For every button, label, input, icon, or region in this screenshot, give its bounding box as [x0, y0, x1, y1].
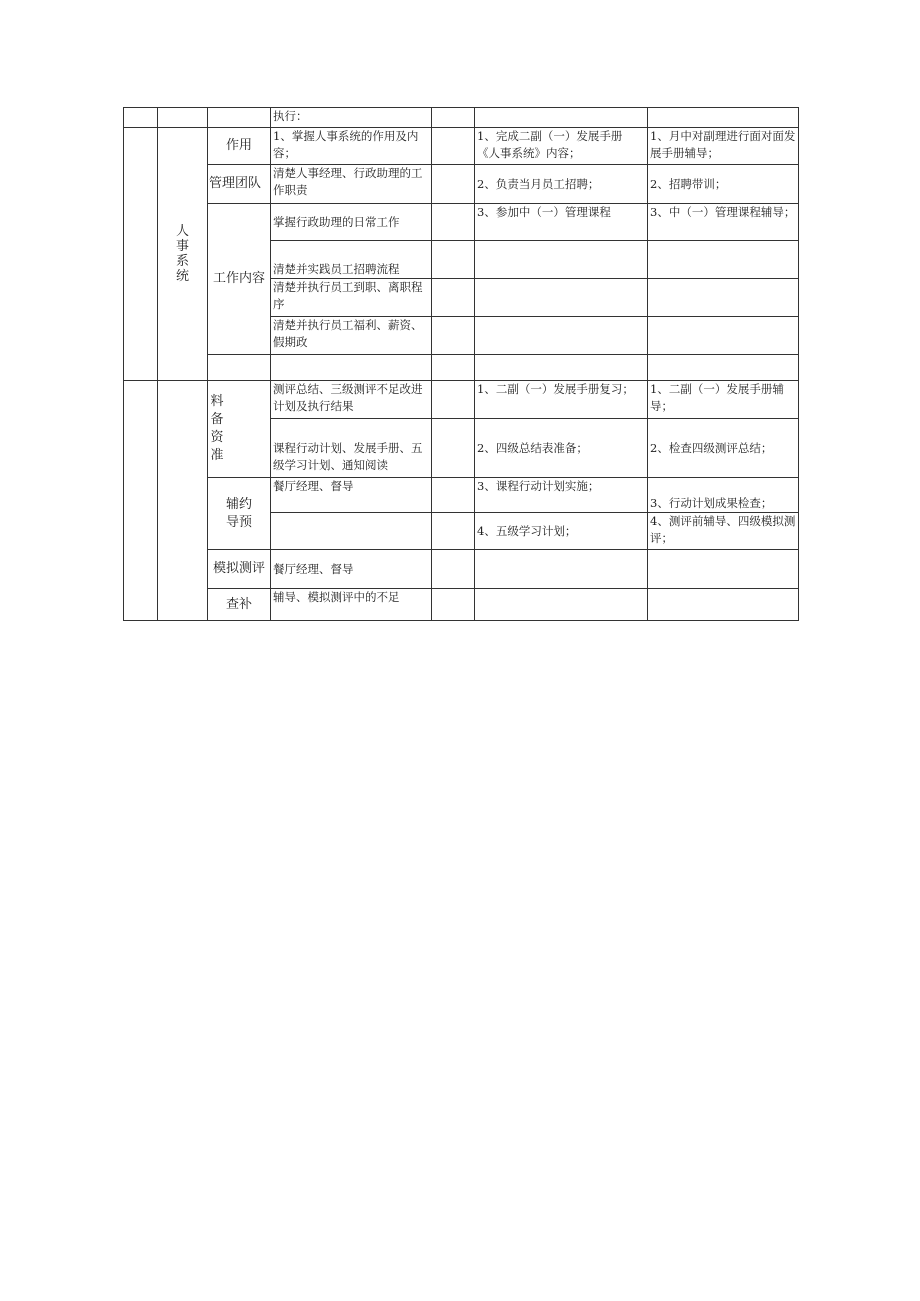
guide-cell: 2、招聘带训； [648, 165, 799, 204]
empty-cell [432, 128, 475, 165]
task-cell: 3、参加中（一）管理课程 [475, 204, 648, 241]
guide-cell: 1、二副（一）发展手册辅导； [648, 381, 799, 419]
empty-cell [432, 317, 475, 355]
empty-cell [648, 108, 799, 128]
content-cell: 清楚并执行员工福利、薪资、假期政 [271, 317, 432, 355]
empty-cell [432, 478, 475, 513]
system-label: 人事系统 [175, 224, 189, 284]
empty-cell [432, 108, 475, 128]
empty-cell [648, 589, 799, 621]
empty-cell [475, 589, 648, 621]
system-label-cell [158, 128, 208, 381]
table-row [124, 550, 799, 589]
empty-cell [432, 419, 475, 478]
task-cell: 2、负责当月员工招聘； [475, 165, 648, 204]
category-cell [208, 478, 271, 550]
table-row [124, 478, 799, 513]
content-cell: 清楚并执行员工到职、离职程序 [271, 279, 432, 317]
empty-cell [432, 355, 475, 381]
content-cell: 辅导、模拟测评中的不足 [271, 589, 432, 621]
category-cell: 管理团队 [208, 165, 271, 204]
table-row [124, 355, 799, 381]
task-cell: 1、二副（一）发展手册复习； [475, 381, 648, 419]
guide-cell [648, 279, 799, 317]
guide-cell: 3、中（一）管理课程辅导； [648, 204, 799, 241]
empty-cell [432, 241, 475, 279]
plan-table [123, 107, 799, 621]
empty-cell [475, 550, 648, 589]
empty-cell [648, 355, 799, 381]
blank-merged-cell [124, 128, 158, 381]
category-cell: 工作内容 [208, 204, 271, 355]
empty-cell [432, 381, 475, 419]
content-cell: 餐厅经理、督导 [271, 550, 432, 589]
task-cell [475, 241, 648, 279]
task-cell: 2、四级总结表准备； [475, 419, 648, 478]
content-cell: 清楚人事经理、行政助理的工作职责 [271, 165, 432, 204]
content-cell: 课程行动计划、发展手册、五级学习计划、通知阅读 [271, 419, 432, 478]
guide-cell [648, 317, 799, 355]
guide-cell: 3、行动计划成果检查； [648, 478, 799, 513]
table-row [124, 381, 799, 419]
empty-cell [475, 355, 648, 381]
task-cell [475, 317, 648, 355]
category-label: 料备资准 [210, 394, 224, 463]
task-cell: 1、完成二副（一）发展手册《人事系统》内容； [475, 128, 648, 165]
guide-cell [648, 241, 799, 279]
guide-cell: 4、测评前辅导、四级模拟测评； [648, 513, 799, 550]
table-row [124, 165, 799, 204]
empty-cell [648, 550, 799, 589]
task-cell [475, 279, 648, 317]
content-cell: 1、掌握人事系统的作用及内容； [271, 128, 432, 165]
category-label: 辅约导预 [225, 496, 252, 530]
table-row [124, 589, 799, 621]
empty-cell [475, 108, 648, 128]
guide-cell: 1、月中对副理进行面对面发展手册辅导； [648, 128, 799, 165]
category-cell [208, 381, 271, 478]
content-cell: 掌握行政助理的日常工作 [271, 204, 432, 241]
empty-cell [158, 108, 208, 128]
content-cell: 餐厅经理、督导 [271, 478, 432, 513]
empty-cell [208, 108, 271, 128]
table-row [124, 108, 799, 128]
empty-cell [124, 108, 158, 128]
empty-cell [432, 165, 475, 204]
task-cell: 3、课程行动计划实施； [475, 478, 648, 513]
empty-cell [432, 204, 475, 241]
empty-cell [432, 513, 475, 550]
table-row [124, 204, 799, 241]
empty-cell [432, 589, 475, 621]
category-cell: 作用 [208, 128, 271, 165]
category-cell: 模拟测评 [208, 550, 271, 589]
guide-cell: 2、检查四级测评总结； [648, 419, 799, 478]
content-cell: 执行： [271, 108, 432, 128]
content-cell [271, 513, 432, 550]
empty-cell [432, 550, 475, 589]
content-cell: 测评总结、三级测评不足改进计划及执行结果 [271, 381, 432, 419]
blank-merged-cell [158, 381, 208, 621]
blank-merged-cell [124, 381, 158, 621]
task-cell: 4、五级学习计划； [475, 513, 648, 550]
category-cell: 查补 [208, 589, 271, 621]
empty-cell [432, 279, 475, 317]
content-cell: 清楚并实践员工招聘流程 [271, 241, 432, 279]
table-row [124, 128, 799, 165]
empty-cell [271, 355, 432, 381]
empty-cell [208, 355, 271, 381]
